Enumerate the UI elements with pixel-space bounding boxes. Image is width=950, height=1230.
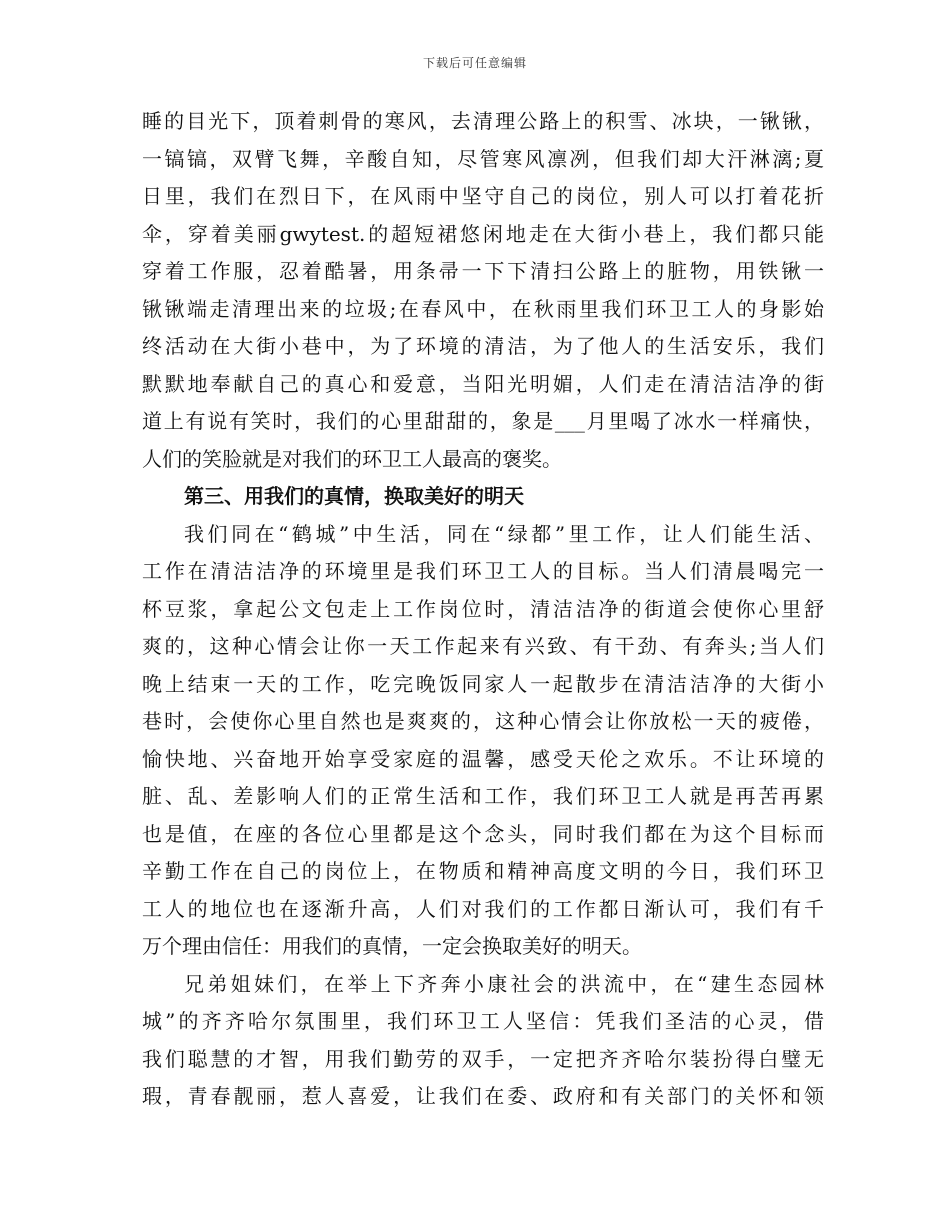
page-header: 下载后可任意编辑 xyxy=(422,56,527,70)
text-line: 一镐镐，双臂飞舞，辛酸自知，尽管寒风凛冽，但我们却大汗淋漓;夏 xyxy=(142,146,824,171)
text-line: 人们的笑脸就是对我们的环卫工人最高的褒奖。 xyxy=(142,446,562,471)
text-line: 睡的目光下，顶着刺骨的寒风，去清理公路上的积雪、冰块，一锹锹， xyxy=(142,109,824,133)
text-line: 穿着工作服，忍着酷暑，用条帚一下下清扫公路上的脏物，用铁锹一 xyxy=(142,259,824,283)
text-line: 万个理由信任：用我们的真情，一定会换取美好的明天。 xyxy=(142,934,642,958)
text-line: 锹锹端走清理出来的垃圾;在春风中，在秋雨里我们环卫工人的身影始 xyxy=(142,296,824,321)
document-body xyxy=(142,103,824,1116)
text-line: 终活动在大街小巷中，为了环境的清洁，为了他人的生活安乐，我们 xyxy=(142,334,824,358)
text-line: 默默地奉献自己的真心和爱意，当阳光明媚，人们走在清洁洁净的街 xyxy=(142,371,824,396)
text-line: 我们聪慧的才智，用我们勤劳的双手，一定把齐齐哈尔装扮得白璧无 xyxy=(142,1046,824,1071)
text-line: 辛勤工作在自己的岗位上，在物质和精神高度文明的今日，我们环卫 xyxy=(142,859,824,883)
text-line: 脏、乱、差影响人们的正常生活和工作，我们环卫工人就是再苦再累 xyxy=(142,784,824,808)
text-line: 瑕，青春靓丽，惹人喜爱，让我们在委、政府和有关部门的关怀和领 xyxy=(142,1084,824,1108)
section-heading: 第三、用我们的真情，换取美好的明天 xyxy=(184,484,524,508)
text-line: 也是值，在座的各位心里都是这个念头，同时我们都在为这个目标而 xyxy=(142,821,824,846)
text-line: 巷时，会使你心里自然也是爽爽的，这种心情会让你放松一天的疲倦， xyxy=(142,709,824,733)
text-line: 兄弟姐妹们，在举上下齐奔小康社会的洪流中，在“建生态园林 xyxy=(184,971,824,996)
text-line: 工作在清洁洁净的环境里是我们环卫工人的目标。当人们清晨喝完一 xyxy=(142,559,824,583)
text-line: 工人的地位也在逐渐升高，人们对我们的工作都日渐认可，我们有千 xyxy=(142,896,824,921)
text-line: 爽的，这种心情会让你一天工作起来有兴致、有干劲、有奔头;当人们 xyxy=(142,634,824,658)
text-line: 道上有说有笑时，我们的心里甜甜的，象是___月里喝了冰水一样痛快， xyxy=(142,409,824,433)
text-line: 我们同在“鹤城”中生活，同在“绿都”里工作，让人们能生活、 xyxy=(184,521,824,546)
text-line: 晚上结束一天的工作，吃完晚饭同家人一起散步在清洁洁净的大街小 xyxy=(142,671,824,696)
text-line: 城”的齐齐哈尔氛围里，我们环卫工人坚信：凭我们圣洁的心灵，借 xyxy=(142,1009,824,1033)
text-line: 杯豆浆，拿起公文包走上工作岗位时，清洁洁净的街道会使你心里舒 xyxy=(142,596,824,621)
text-line: 日里，我们在烈日下，在风雨中坚守自己的岗位，别人可以打着花折 xyxy=(142,184,824,208)
text-line: 愉快地、兴奋地开始享受家庭的温馨，感受天伦之欢乐。不让环境的 xyxy=(142,746,824,771)
text-line: 伞，穿着美丽gwytest.的超短裙悠闲地走在大街小巷上，我们都只能 xyxy=(142,221,824,246)
